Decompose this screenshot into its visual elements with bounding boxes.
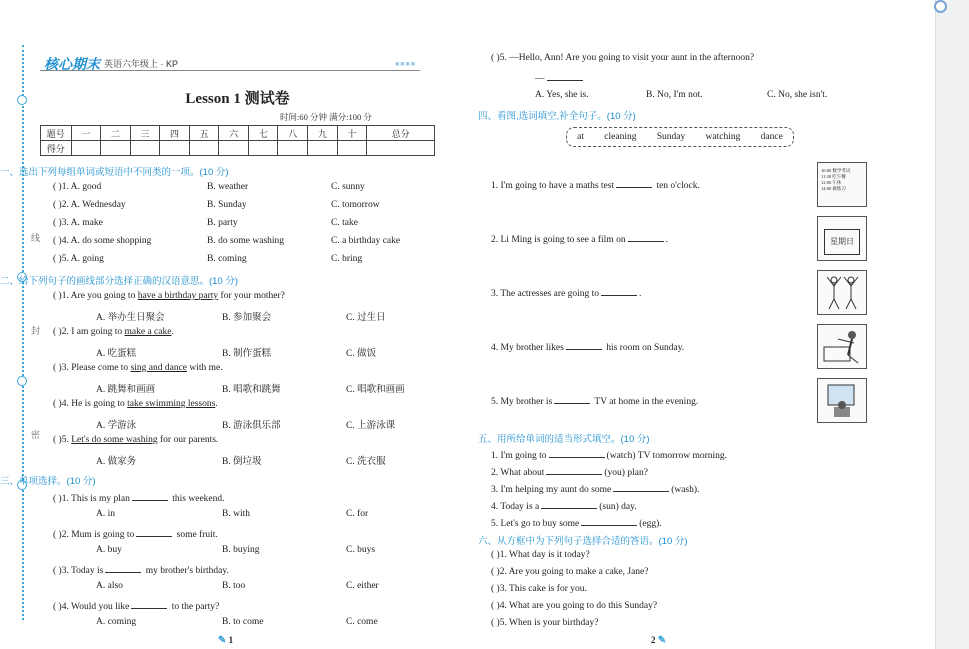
score-header-cell: 七 (248, 126, 278, 141)
score-header-cell: 总分 (367, 126, 435, 141)
question-text: ( )1. This is my plan (53, 494, 130, 504)
question-text: 1. I'm going to (491, 451, 547, 461)
binding-ring (17, 95, 27, 105)
score-header-cell: 三 (130, 126, 160, 141)
option-text: ( )3. A. make (53, 218, 103, 228)
dancers-picture (817, 270, 867, 315)
answer-dash: — (535, 71, 585, 84)
section-heading: 二、给下列句子的画线部分选择正确的汉语意思。(10 分) (0, 276, 239, 287)
question-line (491, 482, 699, 495)
option-text: A. 跳舞和画画 (96, 385, 156, 395)
question-text: ( )3. Please come to (53, 363, 131, 373)
page-title: Lesson 1 测试卷 (185, 91, 290, 107)
question-line (491, 448, 727, 461)
score-header-cell: 二 (101, 126, 131, 141)
word-bank-item: at (577, 132, 584, 142)
answer-blank (613, 482, 669, 492)
question-line (53, 435, 218, 445)
option-text: C. 上游泳课 (346, 421, 396, 431)
option-text: ( )5. A. going (53, 254, 104, 264)
score-header-cell: 四 (160, 126, 190, 141)
question-line (491, 465, 648, 478)
section-heading: 三、单项选择。(10 分) (0, 476, 96, 487)
binding-line (22, 45, 24, 620)
score-label-cell: 得分 (41, 141, 72, 156)
question-line: ( )3. This cake is for you. (491, 584, 587, 594)
question-line: ( )2. Are you going to make a cake, Jane? (491, 567, 649, 577)
question-line (53, 563, 229, 576)
question-text: with me. (187, 363, 223, 373)
option-c: C. No, she isn't. (767, 90, 828, 100)
score-empty-cell (337, 141, 367, 156)
question-text: (wash). (671, 485, 700, 495)
question-text: ( )2. Mum is going to (53, 530, 135, 540)
score-header-cell: 一 (71, 126, 101, 141)
answer-blank (105, 563, 141, 573)
underlined-phrase: make a cake (124, 327, 172, 337)
option-text: B. too (222, 581, 246, 591)
question-line: ( )4. What are you going to do this Sunday? (491, 601, 658, 611)
option-text: A. in (96, 509, 115, 519)
score-empty-cell (160, 141, 190, 156)
time-info: 时间:60 分钟 满分:100 分 (280, 112, 372, 122)
question-text: 5. My brother is (491, 397, 553, 407)
header-decoration: ■■■■ (395, 60, 416, 68)
question-text: his room on Sunday. (603, 343, 685, 353)
question-text: 5. Let's go to buy some (491, 519, 580, 529)
option-text: A. 举办生日聚会 (96, 313, 165, 323)
question-line (491, 178, 700, 191)
schedule-picture (817, 162, 867, 207)
score-empty-cell (278, 141, 308, 156)
question-line: ( )1. What day is it today? (491, 550, 590, 560)
option-text: C. buys (346, 545, 376, 555)
answer-blank (616, 178, 652, 188)
question-text: TV at home in the evening. (592, 397, 699, 407)
answer-blank (566, 340, 602, 350)
side-label: 线 (31, 233, 41, 243)
score-empty-cell (248, 141, 278, 156)
option-text: B. coming (207, 254, 247, 264)
option-text: C. tomorrow (331, 200, 380, 210)
option-text: A. 做家务 (96, 457, 137, 467)
question-text: . (638, 289, 642, 299)
score-empty-cell (308, 141, 338, 156)
answer-blank (554, 394, 590, 404)
option-text: A. 学游泳 (96, 421, 137, 431)
schedule-line: 10:00 数学考试 (821, 168, 851, 173)
binding-ring (17, 376, 27, 386)
question-line (53, 363, 223, 373)
section-heading: 四、看图,选词填空,补全句子。(10 分) (478, 111, 636, 122)
question-line (491, 232, 668, 245)
option-text: B. 制作蛋糕 (222, 349, 272, 359)
score-empty-cell (101, 141, 131, 156)
side-label: 封 (31, 326, 41, 336)
score-header-cell: 题号 (41, 126, 72, 141)
question-text: my brother's birthday. (143, 566, 229, 576)
option-text: C. either (346, 581, 379, 591)
answer-blank (549, 448, 605, 458)
question-line (491, 394, 698, 407)
question-text: ( )2. I am going to (53, 327, 125, 337)
question-text: 3. The actresses are going to (491, 289, 599, 299)
score-table (40, 125, 435, 156)
underlined-phrase: have a birthday party (137, 291, 219, 301)
dancers-icon (818, 271, 866, 314)
answer-blank (546, 465, 602, 475)
question-text: for your mother? (218, 291, 285, 301)
score-empty-cell (189, 141, 219, 156)
word-bank-item: watching (705, 132, 741, 142)
answer-blank (601, 286, 637, 296)
score-header-row (41, 126, 435, 141)
score-value-row (41, 141, 435, 156)
score-header-cell: 五 (189, 126, 219, 141)
question-line (491, 286, 641, 299)
question-text: 3. I'm helping my aunt do some (491, 485, 612, 495)
option-text: A. also (96, 581, 123, 591)
brand-logo: 核心期末 (44, 56, 100, 72)
option-text: ( )1. A. good (53, 182, 102, 192)
option-text: B. do some washing (207, 236, 285, 246)
question-text: 4. My brother likes (491, 343, 564, 353)
question-text: ( )1. Are you going to (53, 291, 138, 301)
calendar-icon: 星期日 (824, 229, 860, 255)
option-text: B. Sunday (207, 200, 247, 210)
answer-blank (136, 527, 172, 537)
word-bank-item: cleaning (604, 132, 637, 142)
question-text: this weekend. (169, 494, 225, 504)
option-text: B. 参加聚会 (222, 313, 272, 323)
schedule-line: 14:00 做练习 (821, 186, 846, 191)
answer-blank (628, 232, 664, 242)
option-text: B. weather (207, 182, 249, 192)
question-text: for our parents. (157, 435, 219, 445)
question-line (53, 491, 225, 504)
question-text: some fruit. (174, 530, 218, 540)
question-text: (watch) TV tomorrow morning. (606, 451, 728, 461)
score-header-cell: 六 (219, 126, 249, 141)
section-heading: 一、选出下列每组单词或短语中不同类的一项。(10 分) (0, 167, 229, 178)
question-line (53, 527, 218, 540)
option-text: B. to come (222, 617, 264, 627)
option-text: A. coming (96, 617, 137, 627)
question-text: ten o'clock. (654, 181, 700, 191)
question-text: ( )5. (53, 435, 72, 445)
section-heading: 六、从方框中为下列句子选择合适的答语。(10 分) (478, 536, 688, 547)
question-line (53, 327, 174, 337)
score-empty-cell (367, 141, 435, 156)
question-text: 4. Today is a (491, 502, 540, 512)
cleaning-picture (817, 324, 867, 369)
page-number: 2 ✎ (651, 635, 667, 646)
option-text: C. for (346, 509, 369, 519)
question-line (491, 516, 662, 529)
score-header-cell: 九 (308, 126, 338, 141)
vertical-scrollbar[interactable] (935, 0, 969, 649)
score-empty-cell (219, 141, 249, 156)
cleaning-icon (818, 325, 866, 368)
question-text: ( )4. Would you like (53, 602, 130, 612)
option-text: B. buying (222, 545, 260, 555)
underlined-phrase: take swimming lessons (127, 399, 216, 409)
question-text: (you) plan? (604, 468, 648, 478)
underlined-phrase: Let's do some washing (71, 435, 158, 445)
question-text: 2. Li Ming is going to see a film on (491, 235, 626, 245)
option-text: B. with (222, 509, 250, 519)
section-heading: 五、用所给单词的适当形式填空。(10 分) (478, 434, 650, 445)
option-text: C. bring (331, 254, 363, 264)
question-text: to the party? (169, 602, 220, 612)
option-text: B. 倒垃圾 (222, 457, 262, 467)
question-text: (egg). (639, 519, 662, 529)
answer-blank (541, 499, 597, 509)
question-line (53, 399, 218, 409)
option-a: A. Yes, she is. (535, 90, 589, 100)
score-empty-cell (130, 141, 160, 156)
option-text: B. 游泳俱乐部 (222, 421, 281, 431)
side-label: 密 (31, 430, 41, 440)
page-header (40, 54, 420, 71)
option-text: ( )4. A. do some shopping (53, 236, 152, 246)
question-line (53, 599, 219, 612)
question-line (53, 291, 285, 301)
score-empty-cell (71, 141, 101, 156)
question-text: . (215, 399, 218, 409)
option-text: C. 做饭 (346, 349, 377, 359)
question-text: . (665, 235, 668, 245)
question-line: ( )5. When is your birthday? (491, 618, 599, 628)
answer-blank (581, 516, 637, 526)
question-text: ( )3. Today is (53, 566, 104, 576)
option-text: C. 过生日 (346, 313, 386, 323)
answer-blank (131, 599, 167, 609)
tv-icon (818, 379, 866, 422)
question-text: (sun) day. (599, 502, 637, 512)
score-header-cell: 八 (278, 126, 308, 141)
option-text: B. party (207, 218, 238, 228)
calendar-picture (817, 216, 867, 261)
question-text: 2. What about (491, 468, 545, 478)
question-text: ( )4. He is going to (53, 399, 128, 409)
question-line (491, 499, 637, 512)
option-text: B. 唱歌和跳舞 (222, 385, 281, 395)
question-text: . (171, 327, 174, 337)
page-number: ✎ 1 (218, 635, 234, 646)
option-text: ( )2. A. Wednesday (53, 200, 126, 210)
question-text: 1. I'm going to have a maths test (491, 181, 615, 191)
option-b: B. No, I'm not. (646, 90, 703, 100)
question-line (491, 340, 684, 353)
option-text: C. a birthday cake (331, 236, 401, 246)
pen-icon: ✎ (218, 635, 227, 646)
option-text: C. 洗衣服 (346, 457, 386, 467)
header-subtitle: 英语六年级上 · KP (104, 59, 179, 69)
word-bank-item: Sunday (656, 132, 686, 142)
option-text: C. sunny (331, 182, 365, 192)
scroll-indicator[interactable] (934, 0, 947, 13)
question-line: ( )5. —Hello, Ann! Are you going to visit your aunt in the afternoon? (491, 53, 755, 63)
option-text: C. come (346, 617, 378, 627)
option-text: A. buy (96, 545, 122, 555)
option-text: C. 唱歌和画画 (346, 385, 405, 395)
tv-picture (817, 378, 867, 423)
underlined-phrase: sing and dance (130, 363, 188, 373)
option-text: A. 吃蛋糕 (96, 349, 137, 359)
answer-blank (132, 491, 168, 501)
word-bank (566, 127, 794, 147)
pen-icon: ✎ (657, 635, 667, 646)
option-text: C. take (331, 218, 358, 228)
score-header-cell: 十 (337, 126, 367, 141)
schedule-line: 11:30 吃午餐 (821, 174, 846, 179)
word-bank-item: dance (760, 132, 783, 142)
schedule-line: 12:00 午休 (821, 180, 842, 185)
